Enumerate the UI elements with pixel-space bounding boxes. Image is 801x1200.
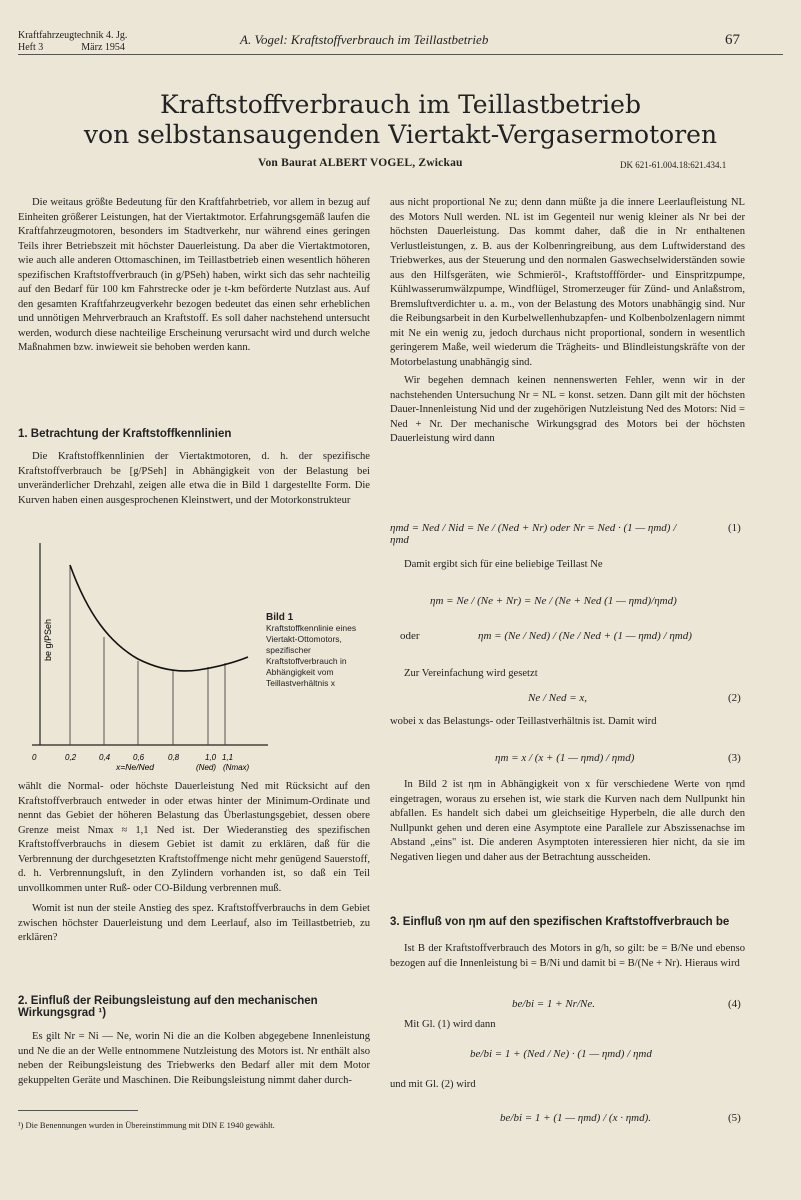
right-text-5: wobei x das Belastungs- oder Teillastverhältnis ist. Damit wird xyxy=(390,716,657,727)
section-2-heading: 2. Einfluß der Reibungsleistung auf den mechanischen Wirkungsgrad ¹) xyxy=(18,995,318,1019)
page-number: 67 xyxy=(725,32,740,48)
x-tick-1-0: 1,0 xyxy=(205,753,217,762)
section-2-text-1: Es gilt Nr = Ni — Ne, worin Ni die an die Kolben abgegebene Innenleistung und Ne die an der Welle entnommene Nutzleistung des Motors ist. Nr enthält also neben der Reibungsleistung des Triebwerks den Bedarf aller mit dem Motor gekuppelten Geräte und Maschinen. Die Reibungsleistung nimmt daher durch- xyxy=(18,1031,370,1086)
title-line-2: von selbstansaugenden Viertakt-Vergasermotoren xyxy=(83,120,718,149)
right-text-7: Ist B der Kraftstoffverbrauch des Motors in g/h, so gilt: be = B/Ne und ebenso bezogen auf die Innenleistung bi = B/Ni und damit bi = B/(Ne + Nr). Hieraus wird xyxy=(390,943,745,969)
equation-2-number: (2) xyxy=(728,692,741,704)
equation-3: ηm = x / (x + (1 — ηmd) / ηmd) xyxy=(495,752,635,764)
section-1-text-1: Die Kraftstoffkennlinien der Viertaktmotoren, d. h. der spezifische Kraftstoffverbrauch be [g/PSeh] in Abhängigkeit von der Belastung bei unveränderlicher Drehzahl, zeigen alle etwa die in Bild 1 dargestellte Form. Die Kurven haben einen ausgesprochenen Kleinstwert, und der Motorkonstrukteur xyxy=(18,451,370,506)
right-text-9: und mit Gl. (2) wird xyxy=(390,1079,476,1090)
equation-2: Ne / Ned = x, xyxy=(528,692,588,704)
author-line: Von Baurat ALBERT VOGEL, Zwickau xyxy=(258,157,463,169)
x-tick-0-6: 0,6 xyxy=(133,753,145,762)
section-1-paragraph-1 xyxy=(18,450,370,508)
issue-date: März 1954 xyxy=(81,42,125,53)
equation-4: be/bi = 1 + Nr/Ne. xyxy=(512,998,595,1010)
journal-name: Kraftfahrzeugtechnik 4. Jg. xyxy=(18,30,128,41)
right-text-4: Zur Vereinfachung wird gesetzt xyxy=(404,668,538,679)
equation-a: ηm = Ne / (Ne + Nr) = Ne / (Ne + Ned (1 — ηmd)/ηmd) xyxy=(430,595,677,607)
running-title: A. Vogel: Kraftstoffverbrauch im Teillastbetrieb xyxy=(240,32,489,47)
x-tick-0-2: 0,2 xyxy=(65,753,77,762)
footnote: ¹) Die Benennungen wurden in Übereinstimmung mit DIN E 1940 gewählt. xyxy=(18,1120,275,1130)
grid-lines xyxy=(70,565,225,745)
equation-5-number: (5) xyxy=(728,1112,741,1124)
right-paragraph-9 xyxy=(390,1078,745,1093)
right-paragraph-1 xyxy=(390,196,745,447)
x-tick-0-8: 0,8 xyxy=(168,753,180,762)
section-1-text-3: Womit ist nun der steile Anstieg des spez. Kraftstoffverbrauchs in dem Gebiet zwischen höchster Dauerleistung und dem Leerlauf, also im Teillastbetrieb, zu erklären? xyxy=(18,903,370,943)
section-2-paragraph-1 xyxy=(18,1030,370,1088)
intro-text: Die weitaus größte Bedeutung für den Kraftfahrbetrieb, vor allem in bezug auf Einheiten größerer Leistungen, hat der Viertaktmotor. Erfahrungsgemäß laufen die Kraftfahrzeugmotoren, besonders im Stadtverkehr, nur während eines geringen Teils ihrer Betriebszeit mit höchster Dauerleistung. Da aber die Viertaktmotoren, wie auch alle anderen Ottomaschinen, im Teillastbetrieb einen wesentlich höheren spezifischen Kraftstoffverbrauch (in g/PSeh) haben, wirkt sich das sehr nachteilig auf den Bedarf für 100 km Fahrstrecke oder je t-km beförderte Nutzlast aus. Auf den gesamten Kraftfahrzeugverkehr bezogen bedeutet das einen sehr erheblichen und unnötigen Mehrverbrauch an Kraftstoff. Es soll daher nachstehend untersucht werden, wodurch diese nachteilige Erscheinung verursacht wird und durch welche Maßnahmen bzw. inwieweit sie behoben werden kann. xyxy=(18,197,370,353)
equation-4-number: (4) xyxy=(728,998,741,1010)
section-1-paragraph-2 xyxy=(18,780,370,946)
x-tick-0-4: 0,4 xyxy=(99,753,111,762)
issue: Heft 3 xyxy=(18,42,44,53)
right-paragraph-7 xyxy=(390,942,745,971)
x-tick-ned: (Ned) xyxy=(196,763,217,772)
article-title xyxy=(0,90,801,150)
section-3-heading: 3. Einfluß von ηm auf den spezifischen Kraftstoffverbrauch be xyxy=(390,916,730,928)
equation-1-number: (1) xyxy=(728,522,741,534)
right-paragraph-3 xyxy=(390,558,745,573)
x-tick-1-1: 1,1 xyxy=(222,753,234,762)
equation-5: be/bi = 1 + (1 — ηmd) / (x · ηmd). xyxy=(500,1112,652,1124)
section-1-heading: 1. Betrachtung der Kraftstoffkennlinien xyxy=(18,428,232,440)
header-rule xyxy=(18,54,783,55)
right-paragraph-4 xyxy=(390,667,745,682)
equation-1: ηmd = Ned / Nid = Ne / (Ned + Nr) oder Nr = Ned · (1 — ηmd) / ηmd xyxy=(390,522,677,546)
right-text-6: In Bild 2 ist ηm in Abhängigkeit von x für verschiedene Werte von ηmd eingetragen, woraus zu ersehen ist, wie stark die Kurven nach dem Nullpunkt hin abfallen. Es handelt sich dabei um gleichseitige Hyperbeln, die alle durch den Nullpunkt gehen und deren eine Asymptote eine Parallele zur Abszissenachse im Abstand „eins" ist. Die anderen Asymptoten interessieren hier nicht, da sie im Negativen liegen und daher aus der Betrachtung ausscheiden. xyxy=(390,779,745,863)
right-text-3: Damit ergibt sich für eine beliebige Teillast Ne xyxy=(404,559,603,570)
right-paragraph-8 xyxy=(390,1018,745,1033)
right-text-1: aus nicht proportional Ne zu; denn dann müßte ja die innere Leerlaufleistung NL des Motors Null werden. NL ist im Gegenteil nur wenig kleiner als Nr bei der höchsten Dauerleistung. Das kommt daher, daß die in Nr enthaltenen Verlustleistungen, z. B. aus der Kolbenringreibung, aus dem Luftwiderstand des Triebwerkes, aus der Steuerung und den normalen Gaswechselwiderständen sowie aus den Hilfsgeräten, wie Schmieröl-, Kraftstoffförder- und Einspritzpumpe, Kühlwasserumwälzpumpe, Windflügel, Stromerzeuger für Zünd- und Anlaßstrom, Bremsluftverdichter u. a. m., von der Belastung des Motors unabhängig sind. Nur die Reibungsarbeit in den Kurbelwellenhubzapfen- und Kolbenbolzenlagern nimmt mit Ne ein wenig zu, jedoch durchaus nicht proportional, sondern in wesentlich geringerem Maße, weil wiederum die Trägheits- und Blindleistungskräfte von der Motorbelastung unabhängig sind. xyxy=(390,197,745,368)
y-axis-label: be g/PSeh xyxy=(43,618,53,661)
right-paragraph-5 xyxy=(390,715,745,730)
journal-info xyxy=(18,30,127,54)
section-1-text-2: wählt die Normal- oder höchste Dauerleistung Ned mit Rücksicht auf den Kraftstoffverbrauch entweder in oder etwas hinter der Minimum-Ordinate und nennt das Gebiet der höheren Belastung das Überlastungsgebiet, dessen obere Grenze meist Nmax ≈ 1,1 Ned ist. Der Wiederanstieg des spezifischen Kraftstoffverbrauchs in diesem Gebiet ist damit zu erklären, daß für die Verbrennung der durchgesetzten Kraftstoffmenge nicht mehr genügend Sauerstoff, d. h. Verbrennungsluft, in den Zylindern vorhanden ist, so daß ein Teil unvollkommen unter Ruß- oder CO-Bildung verbrennen muß. xyxy=(18,781,370,894)
right-text-8: Mit Gl. (1) wird dann xyxy=(404,1019,496,1030)
right-paragraph-6 xyxy=(390,778,745,865)
x-axis-label: x=Ne/Ned xyxy=(116,762,155,772)
equation-3-number: (3) xyxy=(728,752,741,764)
consumption-curve xyxy=(70,565,248,671)
dk-classification: DK 621-61.004.18:621.434.1 xyxy=(620,160,727,170)
equation-b: ηm = (Ne / Ned) / (Ne / Ned + (1 — ηmd) / ηmd) xyxy=(478,630,692,642)
title-line-1: Kraftstoffverbrauch im Teillastbetrieb xyxy=(160,90,641,119)
equation-5a: be/bi = 1 + (Ned / Ne) · (1 — ηmd) / ηmd xyxy=(470,1048,652,1060)
x-tick-labels xyxy=(32,753,233,762)
caption-title: Bild 1 xyxy=(266,612,294,623)
figure-1-chart xyxy=(18,535,268,775)
x-tick-0: 0 xyxy=(32,753,37,762)
figure-1-caption xyxy=(266,612,376,689)
caption-text: Kraftstoffkennlinie eines Viertakt-Ottomotors, spezifischer Kraftstoffverbrauch in Abhängigkeit vom Teillastverhältnis x xyxy=(266,623,357,688)
x-tick-nmax: (Nmax) xyxy=(223,763,250,772)
intro-paragraph xyxy=(18,196,370,356)
footnote-rule xyxy=(18,1110,138,1111)
right-text-2: Wir begehen demnach keinen nennenswerten Fehler, wenn wir in der nachstehenden Untersuchung Nr = NL = konst. setzen. Dann gilt mit der höchsten Dauer-Innenleistung Nid und der zugehörigen Nutzleistung Ned des Motors: Nid = Ned + Nr. Der mechanische Wirkungsgrad des Motors bei der höchsten Dauerleistung wird dann xyxy=(390,375,745,444)
oder-label: oder xyxy=(400,630,420,642)
